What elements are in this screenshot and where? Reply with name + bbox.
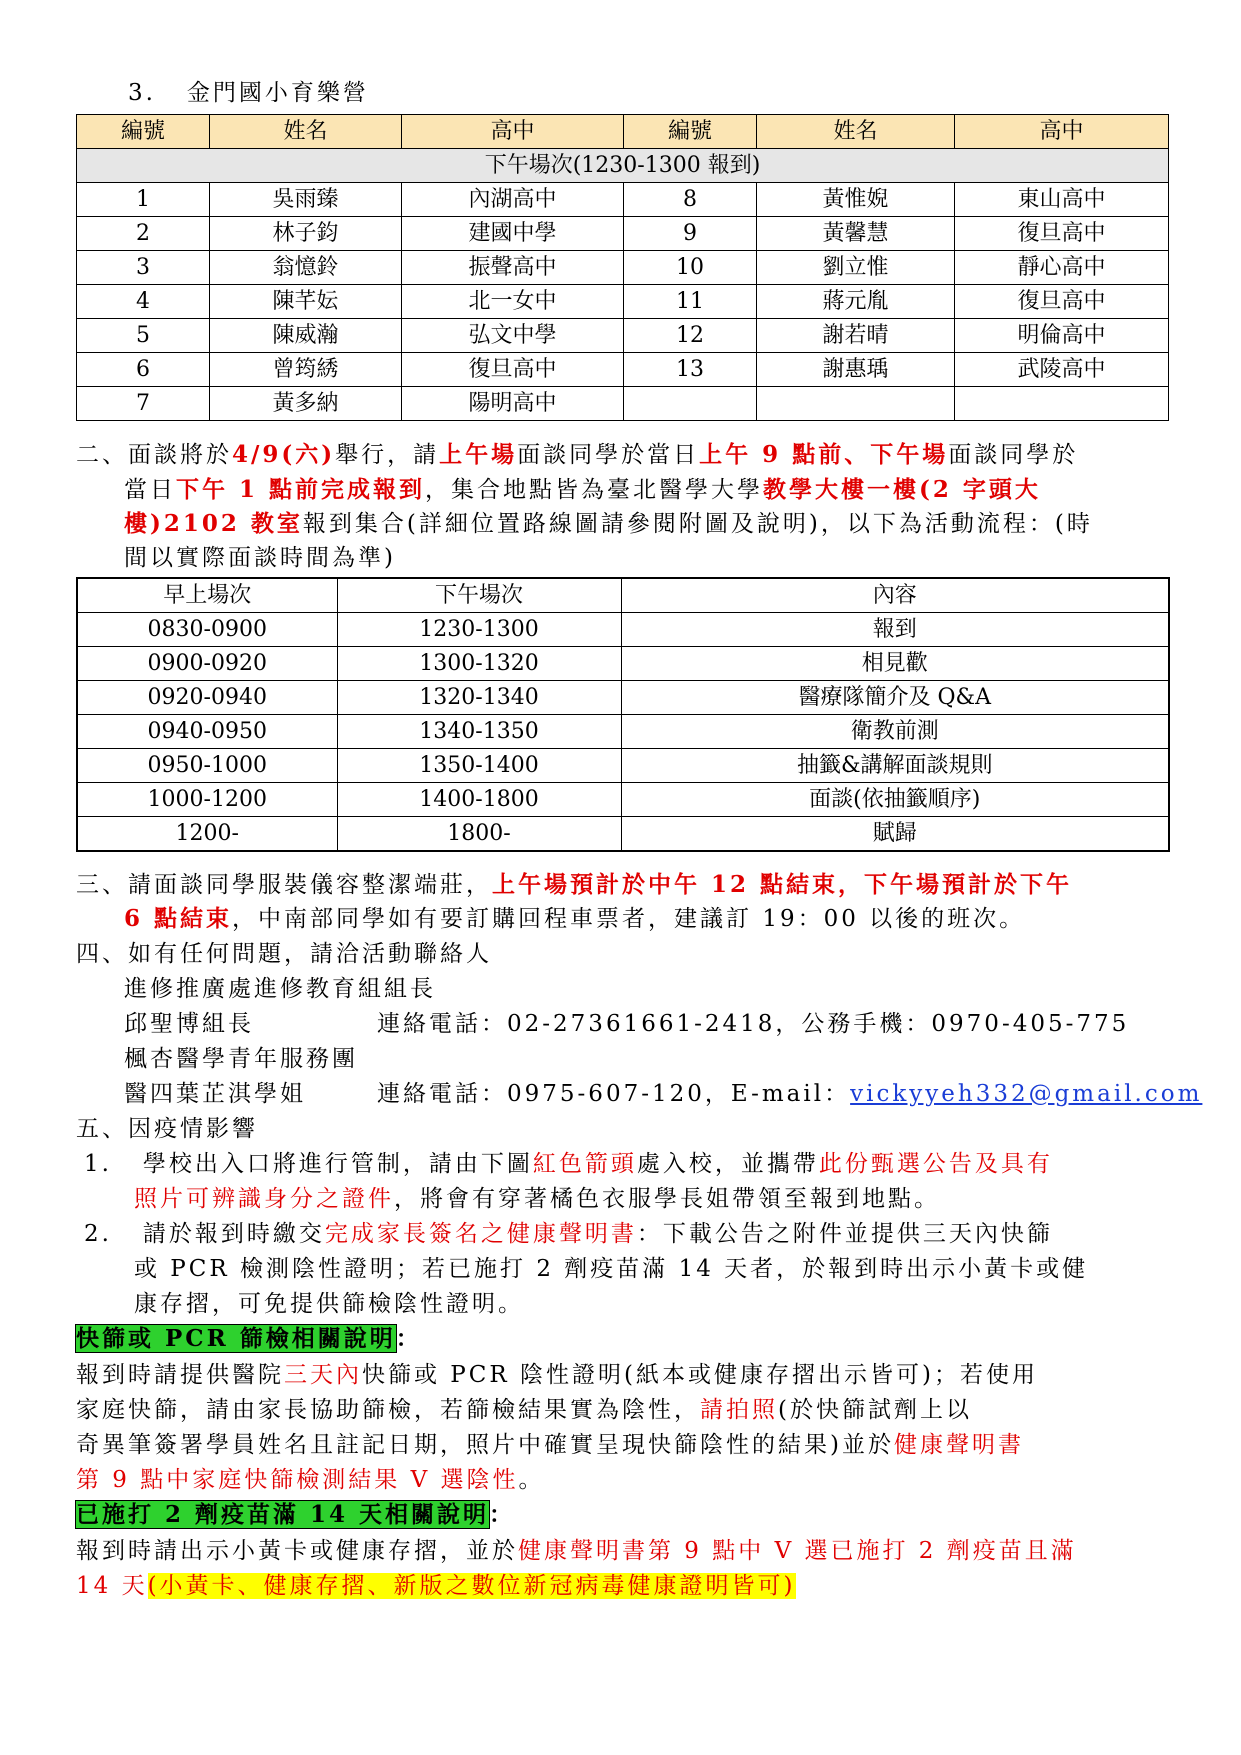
section-number: 3. bbox=[128, 80, 156, 106]
cell-school: 復旦高中 bbox=[955, 217, 1169, 251]
cell-school: 振聲高中 bbox=[402, 251, 624, 285]
cell-content: 面談(依抽籤順序) bbox=[621, 783, 1169, 817]
roster-row bbox=[77, 251, 1169, 285]
cell-school: 靜心高中 bbox=[955, 251, 1169, 285]
cell-school: 陽明高中 bbox=[402, 387, 624, 421]
contact-org-2: 楓杏醫學青年服務團 bbox=[124, 1046, 358, 1072]
cell-school: 弘文中學 bbox=[402, 319, 624, 353]
item2-line1: 二、面談將於4/9(六)舉行，請上午場面談同學於當日上午 9 點前、下午場面談同學於 bbox=[76, 441, 1079, 468]
contact-org-1: 進修推廣處進修教育組組長 bbox=[124, 976, 436, 1002]
schedule-row bbox=[77, 783, 1169, 817]
rapid-heading-line: 快篩或 PCR 篩檢相關說明： bbox=[76, 1325, 422, 1352]
item5-p1-line2: 照片可辨識身分之證件，將會有穿著橘色衣服學長姐帶領至報到地點。 bbox=[134, 1186, 940, 1212]
schedule-row bbox=[77, 613, 1169, 647]
cell-morning-time: 1200- bbox=[77, 817, 337, 852]
cell-morning-time: 0940-0950 bbox=[77, 715, 337, 749]
section-title: 金門國小育樂營 bbox=[186, 80, 369, 106]
vaccine-heading-line: 已施打 2 劑疫苗滿 14 天相關說明： bbox=[76, 1501, 516, 1528]
roster-row bbox=[77, 387, 1169, 421]
cell-content: 賦歸 bbox=[621, 817, 1169, 852]
cell-name: 劉立惟 bbox=[757, 251, 955, 285]
cell-number bbox=[624, 387, 757, 421]
schedule-header-row bbox=[77, 578, 1169, 613]
cell-number: 4 bbox=[77, 285, 210, 319]
cell-name: 黃馨慧 bbox=[757, 217, 955, 251]
cell-school: 北一女中 bbox=[402, 285, 624, 319]
roster-row bbox=[77, 217, 1169, 251]
cell-afternoon-time: 1800- bbox=[337, 817, 621, 852]
item3-line2: 6 點結束，中南部同學如有要訂購回程車票者，建議訂 19：00 以後的班次。 bbox=[124, 905, 1026, 932]
item5-p2-line1: 2. 請於報到時繳交完成家長簽名之健康聲明書：下載公告之附件並提供三天內快篩 bbox=[84, 1221, 1053, 1247]
header-cell: 高中 bbox=[402, 115, 624, 149]
item2-line2: 當日下午 1 點前完成報到，集合地點皆為臺北醫學大學教學大樓一樓(2 字頭大 bbox=[124, 476, 1041, 503]
header-cell: 姓名 bbox=[757, 115, 955, 149]
cell-morning-time: 0920-0940 bbox=[77, 681, 337, 715]
session-label: 下午場次(1230-1300 報到) bbox=[77, 149, 1169, 183]
cell-number: 6 bbox=[77, 353, 210, 387]
schedule-row bbox=[77, 749, 1169, 783]
item5-p2-line3: 康存摺，可免提供篩檢陰性證明。 bbox=[134, 1291, 524, 1317]
rapid-line1: 報到時請提供醫院三天內快篩或 PCR 陰性證明(紙本或健康存摺出示皆可)；若使用 bbox=[76, 1362, 1038, 1388]
cell-number: 8 bbox=[624, 183, 757, 217]
roster-table bbox=[76, 114, 1169, 421]
cell-name: 翁憶鈴 bbox=[210, 251, 402, 285]
cell-afternoon-time: 1350-1400 bbox=[337, 749, 621, 783]
schedule-row bbox=[77, 681, 1169, 715]
vaccine-line2: 14 天(小黃卡、健康存摺、新版之數位新冠病毒健康證明皆可) bbox=[76, 1573, 796, 1599]
cell-school: 內湖高中 bbox=[402, 183, 624, 217]
cell-name: 黃惟婗 bbox=[757, 183, 955, 217]
cell-content: 醫療隊簡介及 Q&A bbox=[621, 681, 1169, 715]
schedule-table bbox=[76, 577, 1170, 852]
header-cell: 高中 bbox=[955, 115, 1169, 149]
item5-p2-line2: 或 PCR 檢測陰性證明；若已施打 2 劑疫苗滿 14 天者，於報到時出示小黃卡或健 bbox=[134, 1256, 1089, 1282]
rapid-line2: 家庭快篩，請由家長協助篩檢，若篩檢結果實為陰性，請拍照(於快篩試劑上以 bbox=[76, 1397, 972, 1423]
cell-name: 曾筠綉 bbox=[210, 353, 402, 387]
vaccine-heading: 已施打 2 劑疫苗滿 14 天相關說明 bbox=[76, 1501, 490, 1528]
schedule-row bbox=[77, 647, 1169, 681]
cell-name bbox=[757, 387, 955, 421]
cell-content: 相見歡 bbox=[621, 647, 1169, 681]
cell-afternoon-time: 1340-1350 bbox=[337, 715, 621, 749]
header-cell: 內容 bbox=[621, 578, 1169, 613]
contact-phone-2: 連絡電話：0975-607-120，E-mail：vickyyeh332@gmail.com bbox=[377, 1081, 1203, 1107]
cell-school: 明倫高中 bbox=[955, 319, 1169, 353]
cell-number: 10 bbox=[624, 251, 757, 285]
contact-person-2: 醫四葉芷淇學姐 bbox=[124, 1081, 306, 1107]
cell-number: 13 bbox=[624, 353, 757, 387]
roster-row bbox=[77, 319, 1169, 353]
schedule-row bbox=[77, 817, 1169, 852]
rapid-heading: 快篩或 PCR 篩檢相關說明 bbox=[76, 1325, 396, 1352]
cell-number: 2 bbox=[77, 217, 210, 251]
cell-school: 東山高中 bbox=[955, 183, 1169, 217]
contact-person-1: 邱聖博組長 bbox=[124, 1011, 254, 1037]
cell-name: 林子鈞 bbox=[210, 217, 402, 251]
cell-name: 蔣元胤 bbox=[757, 285, 955, 319]
cell-content: 抽籤&講解面談規則 bbox=[621, 749, 1169, 783]
cell-afternoon-time: 1300-1320 bbox=[337, 647, 621, 681]
cell-afternoon-time: 1230-1300 bbox=[337, 613, 621, 647]
rapid-line3: 奇異筆簽署學員姓名且註記日期，照片中確實呈現快篩陰性的結果)並於健康聲明書 bbox=[76, 1432, 1024, 1458]
roster-row bbox=[77, 353, 1169, 387]
cell-school: 復旦高中 bbox=[955, 285, 1169, 319]
cell-number: 11 bbox=[624, 285, 757, 319]
cell-morning-time: 1000-1200 bbox=[77, 783, 337, 817]
cell-number: 5 bbox=[77, 319, 210, 353]
contact-phone-1: 連絡電話：02-27361661-2418，公務手機：0970-405-775 bbox=[377, 1011, 1130, 1037]
cell-number: 7 bbox=[77, 387, 210, 421]
cell-number: 3 bbox=[77, 251, 210, 285]
header-cell: 早上場次 bbox=[77, 578, 337, 613]
rapid-line4: 第 9 點中家庭快篩檢測結果 V 選陰性。 bbox=[76, 1467, 545, 1493]
email-link[interactable]: vickyyeh332@gmail.com bbox=[850, 1081, 1203, 1107]
item3-line1: 三、請面談同學服裝儀容整潔端莊，上午場預計於中午 12 點結束，下午場預計於下午 bbox=[76, 871, 1073, 898]
cell-afternoon-time: 1400-1800 bbox=[337, 783, 621, 817]
cell-content: 衛教前測 bbox=[621, 715, 1169, 749]
item2-line3: 樓)2102 教室報到集合(詳細位置路線圖請參閱附圖及說明)，以下為活動流程：(時 bbox=[124, 510, 1093, 537]
item2-line4: 間以實際面談時間為準) bbox=[124, 545, 396, 571]
cell-morning-time: 0830-0900 bbox=[77, 613, 337, 647]
cell-school: 武陵高中 bbox=[955, 353, 1169, 387]
schedule-row bbox=[77, 715, 1169, 749]
header-cell: 姓名 bbox=[210, 115, 402, 149]
roster-row bbox=[77, 285, 1169, 319]
cell-school bbox=[955, 387, 1169, 421]
cell-number: 9 bbox=[624, 217, 757, 251]
cell-name: 謝惠瑀 bbox=[757, 353, 955, 387]
cell-name: 黃多納 bbox=[210, 387, 402, 421]
cell-afternoon-time: 1320-1340 bbox=[337, 681, 621, 715]
cell-number: 12 bbox=[624, 319, 757, 353]
cell-school: 建國中學 bbox=[402, 217, 624, 251]
section-heading bbox=[128, 78, 369, 108]
cell-content: 報到 bbox=[621, 613, 1169, 647]
header-cell: 下午場次 bbox=[337, 578, 621, 613]
roster-header-row bbox=[77, 115, 1169, 149]
cell-name: 陳威瀚 bbox=[210, 319, 402, 353]
cell-name: 謝若晴 bbox=[757, 319, 955, 353]
cell-morning-time: 0900-0920 bbox=[77, 647, 337, 681]
item5-p1-line1: 1. 學校出入口將進行管制，請由下圖紅色箭頭處入校，並攜帶此份甄選公告及具有 bbox=[84, 1151, 1053, 1177]
cell-morning-time: 0950-1000 bbox=[77, 749, 337, 783]
cell-school: 復旦高中 bbox=[402, 353, 624, 387]
cell-number: 1 bbox=[77, 183, 210, 217]
cell-name: 吳雨臻 bbox=[210, 183, 402, 217]
header-cell: 編號 bbox=[77, 115, 210, 149]
roster-row bbox=[77, 183, 1169, 217]
item5-title: 五、因疫情影響 bbox=[76, 1116, 258, 1142]
header-cell: 編號 bbox=[624, 115, 757, 149]
cell-name: 陳芊妘 bbox=[210, 285, 402, 319]
item4-title: 四、如有任何問題，請洽活動聯絡人 bbox=[76, 941, 492, 967]
vaccine-line1: 報到時請出示小黃卡或健康存摺，並於健康聲明書第 9 點中 V 選已施打 2 劑疫苗且滿 bbox=[76, 1538, 1077, 1564]
